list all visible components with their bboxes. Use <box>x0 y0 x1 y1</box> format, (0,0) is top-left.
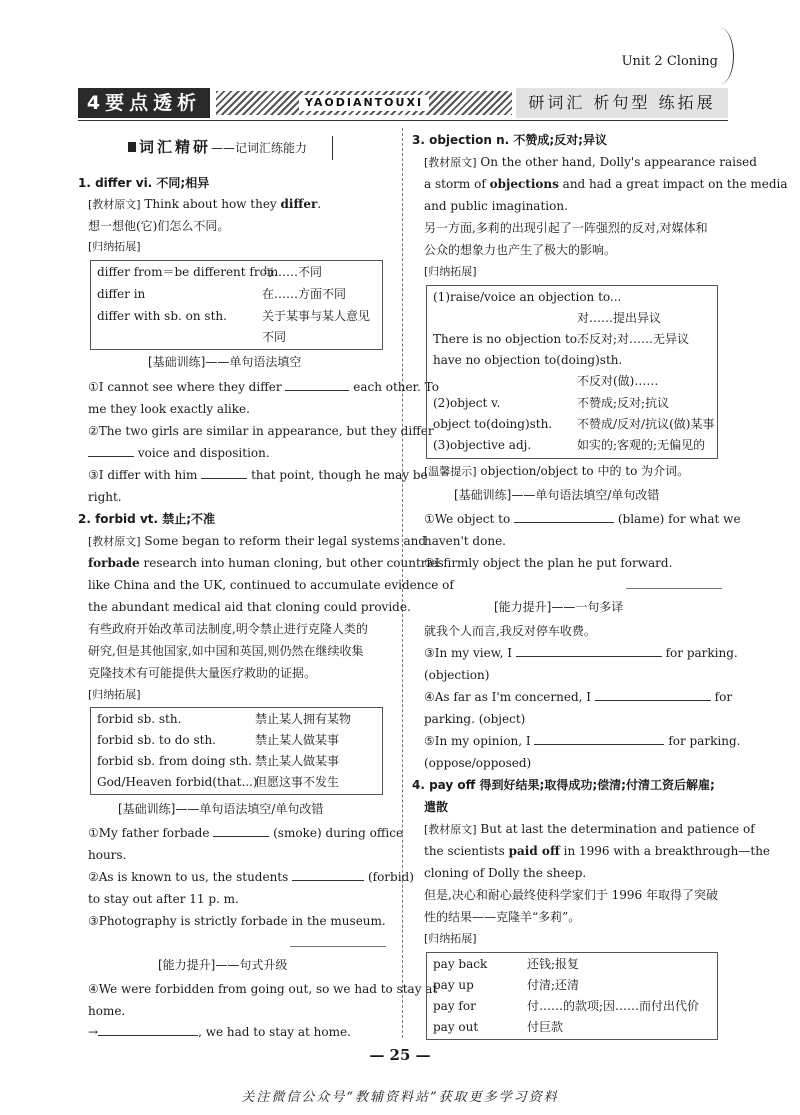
forbid-ex4: ④We were forbidden from going out, so we had to stay at <box>88 982 438 996</box>
differ-ex1-cont: me they look exactly alike. <box>88 402 250 416</box>
table-cell: 付清;还清 <box>527 978 580 992</box>
table-cell: forbid sb. sth. <box>97 712 182 726</box>
table-cell: have no objection to(doing)sth. <box>433 353 623 367</box>
table-cell: differ from＝be different from <box>97 265 279 279</box>
objection-ext-table <box>426 285 718 459</box>
table-cell: 不赞成/反对/抗议(做)某事 <box>577 417 715 431</box>
table-cell: (3)objective adj. <box>433 438 532 452</box>
table-cell: 在……方面不同 <box>262 287 347 301</box>
forbid-source-2: forbade research into human cloning, but other countries <box>88 556 444 570</box>
objection-ability-title: [能力提升]——一句多译 <box>494 600 624 614</box>
forbid-ex1-cont: hours. <box>88 848 127 862</box>
objection-train-title: [基础训练]——单句语法填空/单句改错 <box>454 488 660 502</box>
differ-ex2-cont: voice and disposition. <box>88 446 270 460</box>
forbid-ex4-answer: → , we had to stay at home. <box>88 1025 351 1039</box>
objection-ex4-cont: parking. (object) <box>424 712 526 726</box>
objection-source-2: a storm of objections and had a great impact on the media <box>424 177 788 191</box>
table-cell: (2)object v. <box>433 396 501 410</box>
divider <box>626 588 722 589</box>
entry-objection-heading: 3. objection n. 不赞成;反对;异议 <box>412 133 607 147</box>
header-rule <box>78 120 728 121</box>
table-cell: (1)raise/voice an objection to... <box>433 290 622 304</box>
differ-translation: 想一想他(它)们怎么不同。 <box>88 219 230 233</box>
forbid-source-1: [教材原文] Some began to reform their legal systems and <box>88 534 427 548</box>
table-cell: 不同 <box>262 330 287 344</box>
table-cell: There is no objection to... <box>433 332 589 346</box>
forbid-source-4: the abundant medical aid that cloning could provide. <box>88 600 411 614</box>
differ-ex3: ③I differ with him that point, though he may be <box>88 468 428 482</box>
answer-blank[interactable] <box>98 1035 198 1036</box>
vocab-section-title: 词汇精研——记词汇练能力 <box>128 140 307 155</box>
objection-ext-label: [归纳拓展] <box>424 265 477 278</box>
table-cell: 与……不同 <box>262 265 323 279</box>
differ-ext-label: [归纳拓展] <box>88 240 141 253</box>
forbid-ability-title: [能力提升]——句式升级 <box>158 958 288 972</box>
answer-blank[interactable] <box>201 478 247 479</box>
answer-blank[interactable] <box>213 836 269 837</box>
section-tags: 研词汇 析句型 练拓展 <box>516 88 728 118</box>
answer-blank[interactable] <box>534 744 664 745</box>
entry-forbid-heading: 2. forbid vt. 禁止;不准 <box>78 512 216 526</box>
forbid-train-title: [基础训练]——单句语法填空/单句改错 <box>118 802 324 816</box>
differ-ex3-cont: right. <box>88 490 122 504</box>
title-bar <box>332 136 333 160</box>
table-cell: 禁止某人做某事 <box>255 754 340 768</box>
objection-prompt: 就我个人而言,我反对停车收费。 <box>424 624 596 638</box>
payoff-translation-1: 但是,决心和耐心最终使科学家们于 1996 年取得了突破 <box>424 888 718 902</box>
table-cell: pay for <box>433 999 476 1013</box>
forbid-source-3: like China and the UK, continued to accumulate evidence of <box>88 578 454 592</box>
table-cell: 如实的;客观的;无偏见的 <box>577 438 706 452</box>
section-header <box>78 88 728 118</box>
objection-ex1: ①We object to (blame) for what we <box>424 512 741 526</box>
table-cell: 对……提出异议 <box>577 311 662 325</box>
table-cell: differ in <box>97 287 146 301</box>
forbid-ex1: ①My father forbade (smoke) during office <box>88 826 404 840</box>
forbid-ex4-cont: home. <box>88 1004 126 1018</box>
objection-ex4: ④As far as I'm concerned, I for <box>424 690 733 704</box>
page-number: — 25 — <box>369 1046 431 1064</box>
table-cell: 禁止某人做某事 <box>255 733 340 747</box>
forbid-ex2: ②As is known to us, the students (forbid) <box>88 870 414 884</box>
table-cell: 不反对;对……无异议 <box>577 332 690 346</box>
payoff-source-1: [教材原文] But at last the determination and patience of <box>424 822 755 836</box>
objection-tip: [温馨提示] objection/object to 中的 to 为介词。 <box>424 464 690 478</box>
objection-ex3: ③In my view, I for parking. <box>424 646 738 660</box>
table-cell: pay out <box>433 1020 479 1034</box>
payoff-source-3: cloning of Dolly the sheep. <box>424 866 587 880</box>
answer-blank[interactable] <box>292 880 364 881</box>
objection-translation-1: 另一方面,多莉的出现引起了一阵强烈的反对,对媒体和 <box>424 221 708 235</box>
forbid-ex3: ③Photography is strictly forbade in the museum. <box>88 914 386 928</box>
differ-train-title: [基础训练]——单句语法填空 <box>148 355 302 369</box>
table-cell: 禁止某人拥有某物 <box>255 712 352 726</box>
table-cell: forbid sb. to do sth. <box>97 733 216 747</box>
differ-source: [教材原文] Think about how they differ. <box>88 197 322 211</box>
forbid-translation-3: 克隆技术有可能提供大量医疗救助的证据。 <box>88 666 317 680</box>
payoff-translation-2: 性的结果——克隆羊“多莉”。 <box>424 910 581 924</box>
forbid-ext-label: [归纳拓展] <box>88 688 141 701</box>
table-cell: pay up <box>433 978 474 992</box>
differ-ex2: ②The two girls are similar in appearance, but they differ <box>88 424 434 438</box>
table-cell: object to(doing)sth. <box>433 417 553 431</box>
footer-note: 关注微信公众号“教辅资料站”获取更多学习资料 <box>241 1090 559 1105</box>
entry-differ-heading: 1. differ vi. 不同;相异 <box>78 176 210 190</box>
entry-payoff-heading-cont: 遣散 <box>424 800 449 814</box>
answer-blank[interactable] <box>88 456 134 457</box>
section-pinyin-strip <box>216 91 512 115</box>
objection-source-1: [教材原文] On the other hand, Dolly's appearance raised <box>424 155 757 169</box>
objection-translation-2: 公众的想象力也产生了极大的影响。 <box>424 243 617 257</box>
objection-ex1-cont: haven't done. <box>424 534 506 548</box>
forbid-ex2-cont: to stay out after 11 p. m. <box>88 892 239 906</box>
table-cell: pay back <box>433 957 488 971</box>
table-cell: 不反对(做)…… <box>577 374 659 388</box>
objection-ex5: ⑤In my opinion, I for parking. <box>424 734 741 748</box>
section-title: 4要点透析 <box>78 88 210 118</box>
answer-blank[interactable] <box>514 522 614 523</box>
payoff-ext-label: [归纳拓展] <box>424 932 477 945</box>
objection-ex5-cont: (oppose/opposed) <box>424 756 532 770</box>
entry-payoff-heading: 4. pay off 得到好结果;取得成功;偿清;付清工资后解雇; <box>412 778 715 792</box>
table-cell: differ with sb. on sth. <box>97 309 227 323</box>
table-cell: God/Heaven forbid(that...) <box>97 775 258 789</box>
bullet-square-icon <box>128 142 136 152</box>
table-cell: 不赞成;反对;抗议 <box>577 396 670 410</box>
table-cell: 但愿这事不发生 <box>255 775 340 789</box>
forbid-translation-2: 研究,但是其他国家,如中国和英国,则仍然在继续收集 <box>88 644 364 658</box>
page-edge-arc <box>707 28 734 84</box>
section-pinyin: YAODIANTOUXI <box>299 95 429 111</box>
objection-ex2: ②I firmly object the plan he put forward. <box>424 556 673 570</box>
answer-blank[interactable] <box>595 700 711 701</box>
payoff-source-2: the scientists paid off in 1996 with a breakthrough—the <box>424 844 771 858</box>
divider <box>290 946 386 947</box>
answer-blank[interactable] <box>516 656 662 657</box>
table-cell: forbid sb. from doing sth. <box>97 754 252 768</box>
table-cell: 付……的款项;因……而付出代价 <box>527 999 700 1013</box>
table-cell: 付巨款 <box>527 1020 564 1034</box>
forbid-translation-1: 有些政府开始改革司法制度,明令禁止进行克隆人类的 <box>88 622 368 636</box>
unit-label: Unit 2 Cloning <box>621 54 718 69</box>
table-cell: 还钱;报复 <box>527 957 580 971</box>
differ-ex1: ①I cannot see where they differ each other. To <box>88 380 439 394</box>
objection-ex3-cont: (objection) <box>424 668 490 682</box>
objection-source-3: and public imagination. <box>424 199 568 213</box>
answer-blank[interactable] <box>285 390 349 391</box>
table-cell: 关于某事与某人意见 <box>262 309 371 323</box>
